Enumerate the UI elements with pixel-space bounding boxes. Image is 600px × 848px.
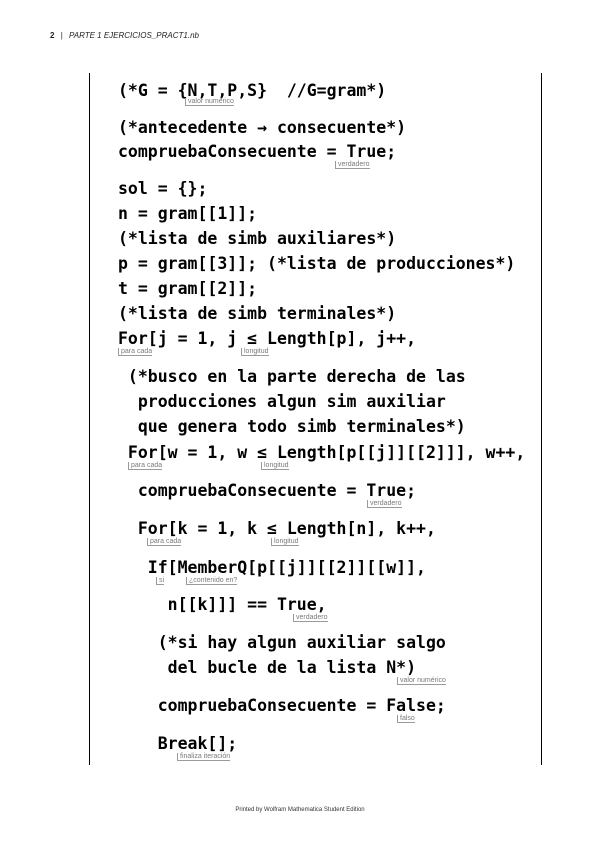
code-line[interactable]: del bucle de la lista N*) [118,658,417,677]
code-line[interactable]: que genera todo simb terminales*) [118,417,466,436]
code-line[interactable]: (*si hay algun auxiliar salgo [118,633,446,652]
header-separator: | [60,31,63,40]
code-line[interactable]: n = gram[[1]]; [118,204,258,223]
code-line[interactable]: For[k = 1, k ≤ Length[n], k++, [118,519,436,538]
function-annotation: longitud [271,538,299,546]
code-line[interactable]: compruebaConsecuente = True; [118,481,417,500]
function-annotation: para cada [118,348,152,356]
function-annotation: ¿contenido en? [186,577,237,585]
function-annotation: valor numérico [397,677,446,685]
code-line[interactable]: sol = {}; [118,179,208,198]
code-line[interactable]: For[j = 1, j ≤ Length[p], j++, [118,329,417,348]
code-line[interactable]: Break[]; [118,734,238,753]
code-line[interactable]: (*busco en la parte derecha de las [118,367,466,386]
code-line[interactable]: t = gram[[2]]; [118,279,258,298]
function-annotation: para cada [147,538,181,546]
function-annotation: finaliza iteración [177,753,230,761]
code-line[interactable]: p = gram[[3]]; (*lista de producciones*) [118,254,516,273]
function-annotation: longitud [241,348,269,356]
page-header [50,31,199,40]
code-line[interactable]: n[[k]]] == True, [118,595,327,614]
function-annotation: verdadero [335,161,370,169]
function-annotation: si [156,577,164,585]
code-line[interactable]: (*lista de simb auxiliares*) [118,229,397,248]
function-annotation: verdadero [367,500,402,508]
code-line[interactable]: For[w = 1, w ≤ Length[p[[j]][[2]]], w++, [118,443,526,462]
input-cell[interactable] [89,73,542,765]
notebook-title: PARTE 1 EJERCICIOS_PRACT1.nb [69,31,199,40]
code-line[interactable]: (*lista de simb terminales*) [118,304,397,323]
code-line[interactable]: compruebaConsecuente = False; [118,696,446,715]
code-line[interactable]: (*G = {N,T,P,S} //G=gram*) [118,81,387,100]
function-annotation: valor numérico [185,98,234,106]
code-line[interactable]: (*antecedente → consecuente*) [118,118,407,137]
function-annotation: longitud [261,462,289,470]
code-line[interactable]: producciones algun sim auxiliar [118,392,446,411]
function-annotation: falso [397,715,415,723]
function-annotation: verdadero [293,614,328,622]
page-number: 2 [50,31,55,40]
function-annotation: para cada [128,462,162,470]
print-footer: Printed by Wolfram Mathematica Student Edition [235,807,365,813]
code-line[interactable]: If[MemberQ[p[[j]][[2]][[w]], [118,558,426,577]
code-line[interactable]: compruebaConsecuente = True; [118,142,397,161]
